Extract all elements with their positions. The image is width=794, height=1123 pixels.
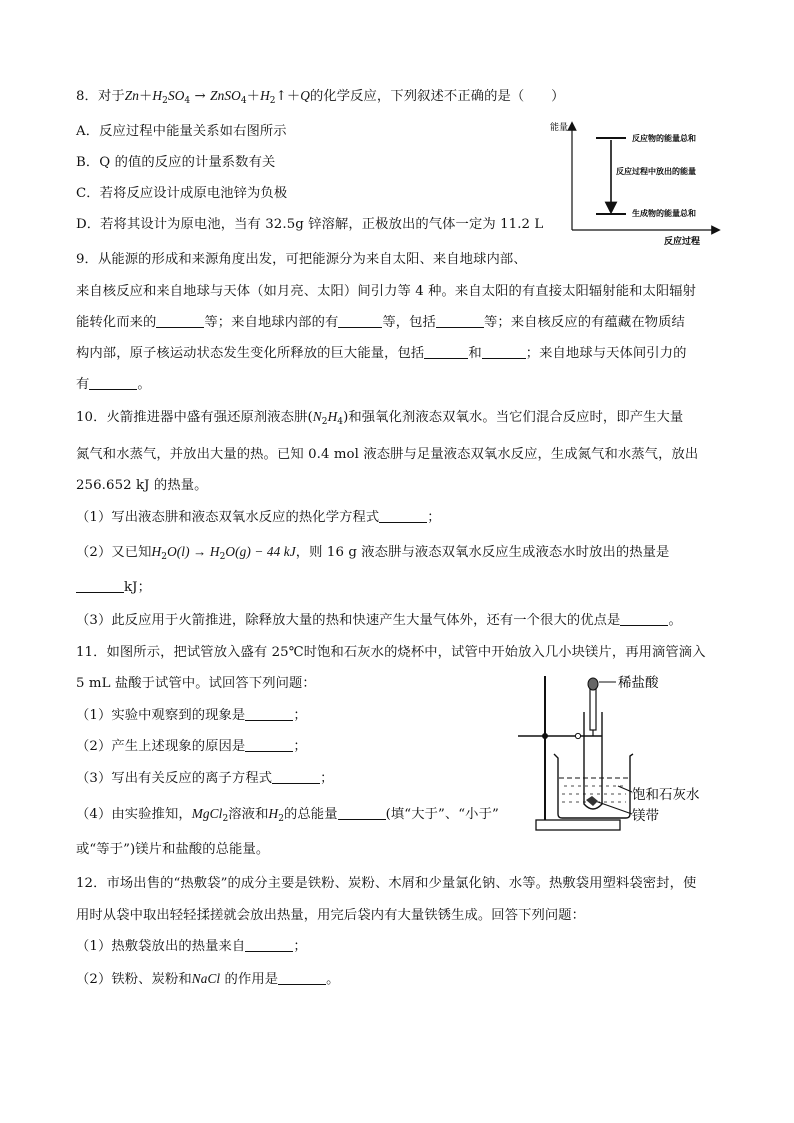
reactant-label: 反应物的能量总和 xyxy=(632,134,696,143)
q10-line-3: 256.652 kJ 的热量。 xyxy=(76,478,208,493)
q8-option-a: A．反应过程中能量关系如右图所示 xyxy=(76,124,287,139)
answer-blank[interactable] xyxy=(76,578,124,593)
answer-blank[interactable] xyxy=(272,769,320,784)
label-magnesium: 镁带 xyxy=(632,808,659,824)
label-acid: 稀盐酸 xyxy=(618,675,659,691)
q10-part-1: （1）写出液态肼和液态双氧水反应的热化学方程式 ； xyxy=(76,510,441,525)
answer-blank[interactable] xyxy=(620,611,668,626)
q9-line-1: 9．从能源的形成和来源角度出发，可把能源分为来自太阳、来自地球内部、 xyxy=(76,252,527,267)
answer-blank[interactable] xyxy=(278,970,326,985)
q10-part-2-answer: kJ； xyxy=(76,578,718,598)
energy-diagram xyxy=(546,112,726,246)
clamp-screw xyxy=(542,733,548,739)
q10-part-2: （2）又已知$H_2O(l) \to H_2O(g) - 44$ kJ，则 16 g 液态肼与液态双氧水反应生成液态水时放出的热量是 xyxy=(76,544,670,562)
q9-line-3: 能转化而来的 等；来自地球内部的有 等，包括 等；来自核反应的有蕴藏在物质结 xyxy=(76,315,685,330)
q12-part-1: （1）热敷袋放出的热量来自 ； xyxy=(76,939,307,954)
product-label: 生成物的能量总和 xyxy=(632,209,696,218)
answer-blank[interactable] xyxy=(379,508,427,523)
clamp-knob xyxy=(575,733,580,738)
q11-part-4-cont: 或“等于”)镁片和盐酸的总能量。 xyxy=(76,842,270,857)
q11-part-2: （2）产生上述现象的原因是 ； xyxy=(76,739,307,754)
q9-line-2: 来自核反应和来自地球与天体（如月亮、太阳）间引力等 4 种。来自太阳的有直接太阳辐射能和太阳辐射 xyxy=(76,284,697,299)
released-label: 反应过程中放出的能量 xyxy=(616,167,696,176)
stand-base xyxy=(536,820,620,830)
answer-blank[interactable] xyxy=(245,737,293,752)
q8-stem: 8．对于$Zn+H_2SO_4$ → $ZnSO_4+H_2↑+Q$的化学反应，下列叙述不正确的是（ ） xyxy=(76,88,565,106)
q12-line-1: 12．市场出售的“热敷袋”的成分主要是铁粉、炭粉、木屑和少量氯化钠、水等。热敷袋用塑料袋密封，使 xyxy=(76,876,697,891)
y-axis-label: 能量 xyxy=(550,123,569,133)
answer-blank[interactable] xyxy=(436,313,484,328)
dropper-bulb xyxy=(588,678,598,690)
q11-line-1: 11．如图所示，把试管放入盛有 25℃时饱和石灰水的烧杯中，试管中开始放入几小块镁片，再用滴管滴入 xyxy=(76,645,706,660)
q11-line-2: 5 mL 盐酸于试管中。试回答下列问题： xyxy=(76,676,316,691)
answer-blank[interactable] xyxy=(89,375,137,390)
q11-part-4: （4）由实验推知，MgCl$_2$溶液和$H_2$的总能量 (填“大于”、“小于” xyxy=(76,806,499,824)
answer-blank[interactable] xyxy=(338,313,382,328)
leader-mg xyxy=(598,802,632,814)
answer-blank[interactable] xyxy=(245,937,293,952)
q8-option-c: C．若将反应设计成原电池锌为负极 xyxy=(76,186,288,201)
apparatus-figure xyxy=(514,668,724,840)
answer-blank[interactable] xyxy=(156,313,204,328)
label-limewater: 饱和石灰水 xyxy=(632,787,700,803)
answer-blank[interactable] xyxy=(424,344,468,359)
q9-line-4: 构内部，原子核运动状态发生变化所释放的巨大能量，包括 和 ；来自地球与天体间引力的 xyxy=(76,346,687,361)
q9-line-5: 有 。 xyxy=(76,377,151,392)
answer-blank[interactable] xyxy=(338,805,386,820)
q10-line-1: 10．火箭推进器中盛有强还原剂液态肼$(N_2H_4)$和强氧化剂液态双氧水。当它们混合反应时，即产生大量 xyxy=(76,409,684,427)
q10-line-2: 氮气和水蒸气，并放出大量的热。已知 0.4 mol 液态肼与足量液态双氧水反应，生成氮气和水蒸气，放出 xyxy=(76,447,699,462)
q11-part-1: （1）实验中观察到的现象是 ； xyxy=(76,708,307,723)
x-axis-label: 反应过程 xyxy=(664,237,701,246)
answer-blank[interactable] xyxy=(482,344,526,359)
q12-part-2: （2）铁粉、炭粉和NaCl 的作用是 。 xyxy=(76,971,340,987)
answer-blank[interactable] xyxy=(245,706,293,721)
q8-option-d: D．若将其设计为原电池，当有 32.5g 锌溶解，正极放出的气体一定为 11.2 L xyxy=(76,217,544,232)
q10-part-3: （3）此反应用于火箭推进，除释放大量的热和快速产生大量气体外，还有一个很大的优点是 。 xyxy=(76,613,682,628)
q8-option-b: B．Q 的值的反应的计量系数有关 xyxy=(76,155,276,170)
magnesium-ribbon xyxy=(586,796,598,806)
q12-line-2: 用时从袋中取出轻轻揉搓就会放出热量，用完后袋内有大量铁锈生成。回答下列问题： xyxy=(76,908,586,923)
dropper-tube xyxy=(590,688,596,730)
q11-part-3: （3）写出有关反应的离子方程式 ； xyxy=(76,771,334,786)
